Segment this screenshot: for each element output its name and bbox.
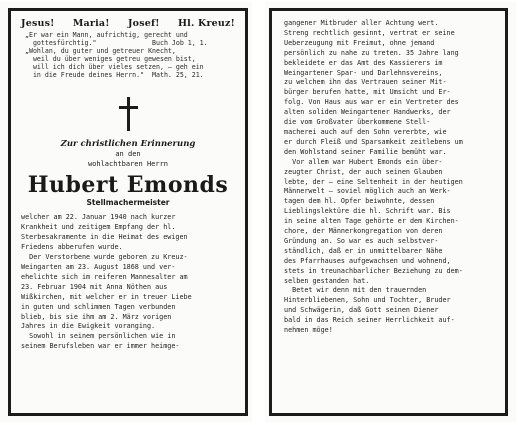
body-line: Ueberzeugung mit Freimut, ohne jemand: [284, 38, 435, 47]
body-line: Der Verstorbene wurde geboren zu Kreuz-: [21, 253, 188, 262]
body-line: Vor allem war Hubert Emonds ein über-: [284, 157, 443, 166]
body-line: bekleidete er das Amt des Kassierers im: [284, 58, 443, 67]
bible-quotes: [25, 32, 235, 79]
occupation-title: Stellmachermeister: [86, 198, 170, 208]
body-line: Männerwelt — soviel möglich auch an Werk-: [284, 187, 451, 196]
body-line: chore, der Männerkongregation von deren: [284, 227, 443, 236]
body-line: gangener Mitbruder aller Achtung wert.: [284, 19, 439, 27]
body-line: lebte, der — eine Seltenheit in der heutigen: [284, 177, 463, 186]
body-line: ständlich, daß er in unmittelbarer Nähe: [284, 246, 443, 255]
right-memorial-card: [265, 2, 516, 422]
body-line: zu welchem ihn das Vertrauen seiner Mit-: [284, 78, 447, 87]
body-line: den Wohlstand seiner Familie bemüht war.: [284, 147, 447, 156]
memorial-heading: Zur christlichen Erinnerung: [60, 139, 196, 150]
quote-line: in die Freude deines Herrn." Math. 25, 21.: [25, 70, 204, 79]
body-line: in guten und schlimmen Tagen verbunden: [21, 302, 176, 311]
body-line: Jahres in die Ewigkeit voranging.: [21, 322, 156, 331]
body-line: selben gestanden hat.: [284, 276, 370, 285]
body-line: Streng rechtlich gesinnt, vertrat er seine: [284, 28, 455, 37]
invocation-kreuz: Hl. Kreuz!: [178, 18, 235, 29]
body-line: seinem Berufsleben war er immer heimge-: [21, 342, 180, 351]
body-line: alten soliden Weingartener Handwerks, der: [284, 108, 451, 117]
quote-line: „Wohlan, du guter und getreuer Knecht,: [25, 46, 176, 55]
deceased-name: Hubert Emonds: [27, 172, 229, 199]
card-gutter: [252, 0, 265, 425]
body-line: Sterbesakramente in die Heimat des ewigen: [21, 233, 188, 242]
black-border-frame: [8, 8, 248, 416]
body-line: Weingartener Spar- und Darlehnsvereins,: [284, 68, 443, 77]
body-line: bürger berufen hatte, mit Umsicht und Er-: [284, 88, 451, 97]
body-line: in seine alten Tage gehörte er dem Kirchen-: [284, 217, 459, 226]
invocation-line: [21, 18, 235, 29]
left-memorial-card: [0, 2, 252, 422]
cross-icon: [119, 97, 137, 131]
quote-line: will ich dich über vieles setzen, — geh ein: [25, 62, 204, 71]
body-line: tagen dem hl. Opfer beiwohnte, dessen: [284, 197, 435, 206]
left-body-text: [21, 213, 237, 352]
body-line: Krankheit und zeitigem Empfang der hl.: [21, 223, 176, 232]
body-line: persönlich zu nahe zu treten. 35 Jahre lang: [284, 48, 459, 57]
right-body-text: [284, 19, 496, 336]
body-line: Betet wir denn mit den trauernden: [284, 286, 427, 295]
body-line: Sowohl in seinem persönlichen wie in: [21, 332, 176, 341]
quote-line: „Er war ein Mann, aufrichtig, gerecht und: [25, 31, 188, 39]
invocation-jesus: Jesus!: [21, 18, 55, 29]
body-line: macherei auch auf den Sohn vererbte, wie: [284, 127, 447, 136]
honorific-text: wohlachtbaren Herrn: [87, 160, 169, 169]
body-line: Wißkirchen, mit welcher er in treuer Liebe: [21, 292, 192, 301]
body-line: Gründung an. So war es auch selbstver-: [284, 236, 439, 245]
body-line: und Schwägerin, daß Gott seinen Diener: [284, 306, 439, 315]
body-line: er durch Fleiß und Sparsamkeit zeitlebens um: [284, 137, 463, 146]
quote-line: gottesfürchtig." Buch Job 1, 1.: [25, 38, 208, 47]
invocation-josef: Josef!: [127, 18, 160, 29]
body-line: blieb, bis sie ihm am 2. März vorigen: [21, 312, 172, 321]
body-line: welcher am 22. Januar 1940 nach kurzer: [21, 213, 176, 222]
body-line: stets in treunachbarlicher Beziehung zu dem-: [284, 266, 463, 275]
body-line: 23. Februar 1904 mit Anna Nöthen aus: [21, 282, 168, 291]
body-line: folg. Von Haus aus war er ein Vertreter des: [284, 98, 459, 107]
body-line: die vom Großvater überkommene Stell-: [284, 118, 431, 127]
body-line: Hinterbliebenen, Sohn und Tochter, Bruder: [284, 296, 451, 305]
body-line: Weingarten am 23. August 1868 und ver-: [21, 262, 176, 271]
invocation-maria: Maria!: [72, 18, 110, 29]
quote-line: weil du über weniges getreu gewesen bist,: [25, 54, 196, 63]
body-line: des Pfarrhauses aufgewachsen und wohnend,: [284, 256, 451, 265]
an-den-text: an den: [115, 150, 141, 159]
body-line: ehelichte sich im reiferen Mannesalter am: [21, 272, 188, 281]
body-line: zeugter Christ, der auch seinen Glauben: [284, 167, 443, 176]
body-line: bald in das Reich seiner Herrlichkeit auf-: [284, 316, 455, 325]
body-line: nehmen möge!: [284, 326, 333, 335]
body-line: Friedens abberufen wurde.: [21, 243, 123, 252]
body-line: Lieblingslektüre die hl. Schrift war. Bis: [284, 207, 451, 216]
black-border-frame: [269, 8, 508, 416]
